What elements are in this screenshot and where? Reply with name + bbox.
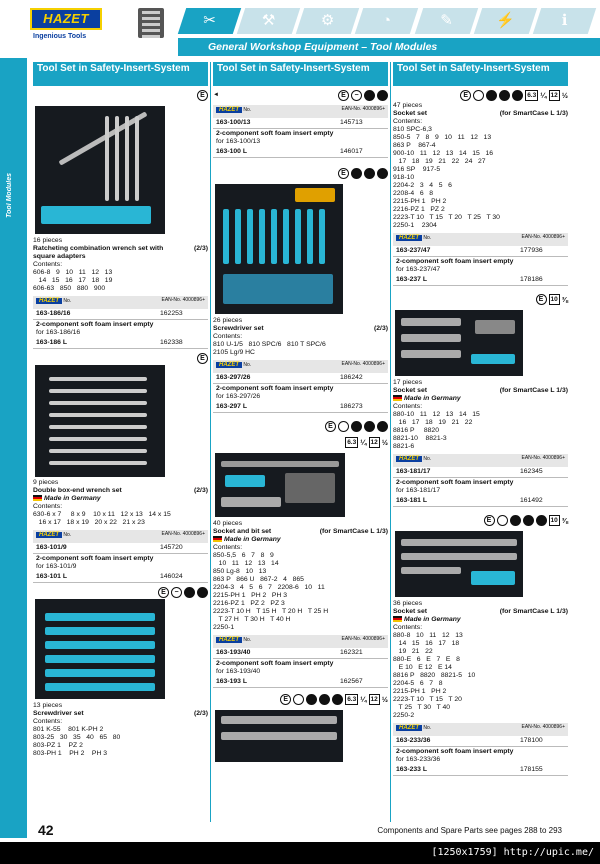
ean-no: 186242 — [340, 374, 363, 381]
hex-icon — [338, 421, 349, 432]
point-label: 12 — [370, 695, 378, 703]
drive-size-label: 6.3 — [347, 695, 357, 703]
phillips-icon — [184, 587, 195, 598]
content-line: 16 x 17 18 x 19 20 x 22 21 x 23 — [33, 519, 145, 526]
page-footer — [30, 822, 600, 838]
made-in-germany: Made in Germany — [44, 495, 101, 502]
made-in-germany: Made in Germany — [224, 536, 281, 543]
no-label: No. — [243, 362, 252, 368]
table-row — [33, 543, 208, 554]
no-label: No. — [63, 532, 72, 538]
drive-fraction: ½ — [381, 437, 388, 447]
tagline: Ingenious Tools — [33, 33, 87, 40]
made-in-germany: Made in Germany — [404, 616, 461, 623]
tab-tools-icon: ✂ — [178, 8, 242, 34]
contents-label: Contents: — [33, 261, 63, 268]
e-symbol-icon: E — [325, 421, 336, 432]
insert-desc: 2-component soft foam insert empty — [216, 660, 334, 667]
order-table — [33, 296, 208, 349]
drive-size-label: 10 — [550, 516, 558, 524]
page-number: 42 — [38, 822, 54, 838]
drive-fraction: ¼ — [540, 90, 547, 100]
set-name: Double box-end wrench set — [33, 487, 122, 494]
slotted-icon: − — [171, 587, 182, 598]
ean-label: EAN-No. 4000896+ — [341, 361, 385, 367]
socket-set-17-image — [395, 310, 523, 376]
column-divider — [210, 62, 211, 822]
content-line: T 27 H T 30 H T 40 H — [213, 616, 291, 623]
content-line: 880-E 6 E 7 E 8 — [393, 656, 460, 663]
table-row — [213, 147, 388, 158]
content-line: 2215-PH 1 PH 2 — [393, 198, 447, 205]
ean-no: 178100 — [520, 737, 543, 744]
content-line: 2204-2 3 4 5 6 — [393, 182, 452, 189]
e-symbol-icon: E — [338, 90, 349, 101]
contents-label: Contents: — [213, 544, 243, 551]
slotted-icon: − — [351, 90, 362, 101]
ean-no: 178155 — [520, 766, 543, 773]
ean-label: EAN-No. 4000896+ — [341, 636, 385, 642]
pozidriv-icon — [523, 515, 534, 526]
screwdriver-set-image — [35, 599, 165, 699]
table-row — [33, 309, 208, 320]
piece-count: 17 pieces — [393, 379, 423, 386]
tab-pliers-icon: ✎ — [414, 8, 478, 34]
drive-fraction: ¼ — [360, 694, 367, 704]
ref: (for SmartCase L 1/3) — [499, 110, 568, 117]
tab-car-icon: ⚙ — [296, 8, 360, 34]
content-line: 2223-T 10 H T 15 H T 20 H T 25 H — [213, 608, 329, 615]
article-no: 163-100/13 — [216, 119, 251, 126]
content-line: 850 Lg-8 10 13 — [213, 568, 267, 575]
content-line: 630-6 x 7 8 x 9 10 x 11 12 x 13 14 x 15 — [33, 511, 171, 518]
hazet-mini-logo: HAZET — [396, 456, 422, 462]
content-line: 8821-6 — [393, 443, 415, 450]
ref: (for SmartCase L 1/3) — [319, 528, 388, 535]
table-row — [213, 677, 388, 688]
hazet-logo: HAZET — [30, 8, 102, 30]
contents-label: Contents: — [213, 333, 243, 340]
content-line: T 25 T 30 T 40 — [393, 704, 451, 711]
insert-desc: 2-component soft foam insert empty — [396, 479, 514, 486]
ref: (for SmartCase L 1/3) — [499, 608, 568, 615]
insert-desc: 2-component soft foam insert empty — [216, 130, 334, 137]
side-bar — [0, 58, 27, 838]
ean-no: 178186 — [520, 276, 543, 283]
torx-icon — [512, 90, 523, 101]
point-label: 12 — [370, 438, 378, 446]
ean-no: 146017 — [340, 148, 363, 155]
pozidriv-icon — [364, 168, 375, 179]
piece-count: 36 pieces — [393, 600, 423, 607]
piece-count: 13 pieces — [33, 702, 63, 709]
column-1 — [33, 62, 208, 822]
content-line: 810 U-1/5 810 SPC/6 810 T SPC/6 — [213, 341, 326, 348]
german-flag-icon — [33, 495, 42, 501]
arrow-left-icon: ◄ — [213, 92, 219, 98]
table-row — [393, 467, 568, 478]
e-symbol-icon: E — [280, 694, 291, 705]
torx-icon — [377, 168, 388, 179]
content-line: 801 K-55 801 K-PH 2 — [33, 726, 104, 733]
ean-no: 162338 — [160, 339, 183, 346]
no-label: No. — [243, 637, 252, 643]
table-row — [33, 338, 208, 349]
content-line: 863 P 866 U 867-2 4 865 — [213, 576, 304, 583]
content-line: 803-PZ 1 PZ 2 — [33, 742, 83, 749]
article-no: 163-181 L — [396, 497, 427, 504]
point-label: 12 — [550, 91, 558, 99]
order-table — [213, 360, 388, 413]
article-no: 163-233 L — [396, 766, 427, 773]
article-no: 163-297 L — [216, 403, 247, 410]
german-flag-icon — [213, 536, 222, 542]
content-line: 2223-T 10 T 15 T 20 — [393, 696, 462, 703]
insert-for: for 163-193/40 — [216, 668, 261, 675]
content-line: E 10 E 12 E 14 — [393, 664, 452, 671]
ref: (2/3) — [194, 710, 208, 717]
content-line: 8821-10 8821-3 — [393, 435, 447, 442]
set-name: Screwdriver set — [213, 325, 264, 332]
torx-icon — [332, 694, 343, 705]
pozidriv-icon — [319, 694, 330, 705]
content-line: 2250-1 2304 — [393, 222, 437, 229]
contents-label: Contents: — [33, 503, 63, 510]
drive-fraction: ⅜ — [561, 294, 568, 304]
order-table — [393, 723, 568, 776]
phillips-icon — [351, 168, 362, 179]
pozidriv-icon — [499, 90, 510, 101]
content-line: 2216-PZ 1 PZ 2 PZ 3 — [213, 600, 285, 607]
content-line: 2105 Lg/9 HC — [213, 349, 255, 356]
ean-no: 177936 — [520, 247, 543, 254]
table-row — [393, 736, 568, 747]
table-row — [213, 648, 388, 659]
insert-desc: 2-component soft foam insert empty — [396, 748, 514, 755]
screwdriver-set-26-image — [215, 184, 343, 314]
content-line: 850-5,5 6 7 8 9 — [213, 552, 274, 559]
content-line: 2204-3 4 5 6 7 2208-6 10 11 — [213, 584, 325, 591]
article-no: 163-186/16 — [36, 310, 71, 317]
column-2 — [213, 62, 388, 822]
hex-icon — [293, 694, 304, 705]
section-title: General Workshop Equipment – Tool Modules — [178, 38, 600, 56]
drive-fraction: ½ — [561, 90, 568, 100]
drive-size-label: 10 — [550, 295, 558, 303]
content-line: 10 11 12 13 14 — [213, 560, 279, 567]
insert-for: for 163-101/9 — [36, 563, 77, 570]
content-line: 2208-4 6 8 — [393, 190, 434, 197]
table-row — [393, 765, 568, 776]
article-no: 163-193/40 — [216, 649, 251, 656]
set-name: Socket and bit set — [213, 528, 272, 535]
content-line: 8816 P 8820 8821-5 10 — [393, 672, 476, 679]
no-label: No. — [423, 456, 432, 462]
content-line: 803-PH 1 PH 2 PH 3 — [33, 750, 108, 757]
watermark: [1250x1759] http://upic.me/ — [0, 842, 600, 864]
no-label: No. — [243, 107, 252, 113]
contents-label: Contents: — [33, 718, 63, 725]
column-title: Tool Set in Safety-Insert-System — [33, 62, 208, 86]
e-symbol-icon: E — [158, 587, 169, 598]
order-table — [213, 105, 388, 158]
article-no: 163-193 L — [216, 678, 247, 685]
drive-fraction: ⅜ — [561, 515, 568, 525]
e-symbol-icon: E — [536, 294, 547, 305]
article-no: 163-233/36 — [396, 737, 431, 744]
content-line: 2250-2 — [393, 712, 415, 719]
column-title: Tool Set in Safety-Insert-System — [393, 62, 568, 86]
content-line: 850-5 7 8 9 10 11 12 13 — [393, 134, 492, 141]
table-row — [393, 275, 568, 286]
content-line: 2204-5 6 7 8 — [393, 680, 443, 687]
phillips-icon — [510, 515, 521, 526]
insert-desc: 2-component soft foam insert empty — [396, 258, 514, 265]
content-line: 863 P 867-4 — [393, 142, 436, 149]
contents-label: Contents: — [393, 403, 423, 410]
order-table — [33, 530, 208, 583]
content-line: 2250-1 — [213, 624, 235, 631]
set-name: Ratcheting combination wrench set with square adapters — [33, 245, 164, 260]
ean-no: 146024 — [160, 573, 183, 580]
phillips-icon — [486, 90, 497, 101]
tab-wrench-icon: ⚒ — [237, 8, 301, 34]
content-line: 810 SPC-6,3 — [393, 126, 432, 133]
phillips-icon — [306, 694, 317, 705]
contents-label: Contents: — [393, 118, 423, 125]
column-title: Tool Set in Safety-Insert-System — [213, 62, 388, 86]
content-line: 14 15 16 17 18 — [393, 640, 460, 647]
table-row — [213, 373, 388, 384]
article-no: 163-181/17 — [396, 468, 431, 475]
hazet-mini-logo: HAZET — [36, 298, 62, 304]
hazet-mini-logo: HAZET — [216, 107, 242, 113]
tool-cabinet-icon — [138, 8, 164, 38]
e-symbol-icon: E — [484, 515, 495, 526]
insert-for: for 163-233/36 — [396, 756, 441, 763]
article-no: 163-186 L — [36, 339, 67, 346]
piece-count: 47 pieces — [393, 102, 423, 109]
article-no: 163-237/47 — [396, 247, 431, 254]
content-line: 17 18 19 21 22 24 27 — [393, 158, 486, 165]
torx-icon — [377, 421, 388, 432]
article-no: 163-101/9 — [36, 544, 67, 551]
content-line: 2223-T 10 T 15 T 20 T 25 T 30 — [393, 214, 500, 221]
socket-set-36-image — [395, 531, 523, 597]
e-symbol-icon: E — [197, 353, 208, 364]
german-flag-icon — [393, 395, 402, 401]
ean-label: EAN-No. 4000896+ — [161, 531, 205, 537]
hex-icon — [497, 515, 508, 526]
page-header — [0, 0, 600, 58]
e-symbol-icon: E — [338, 168, 349, 179]
insert-for: for 163-237/47 — [396, 266, 441, 273]
insert-desc: 2-component soft foam insert empty — [36, 321, 154, 328]
piece-count: 9 pieces — [33, 479, 59, 486]
order-table — [393, 454, 568, 507]
hazet-mini-logo: HAZET — [396, 725, 422, 731]
column-3 — [393, 62, 568, 822]
box-wrench-set-image — [35, 365, 165, 477]
content-line: 803-25 30 35 40 65 80 — [33, 734, 121, 741]
no-label: No. — [63, 298, 72, 304]
table-row — [213, 118, 388, 129]
article-no: 163-101 L — [36, 573, 67, 580]
no-label: No. — [423, 235, 432, 241]
insert-desc: 2-component soft foam insert empty — [36, 555, 154, 562]
category-tabs — [182, 8, 592, 36]
drive-fraction: ¼ — [360, 437, 367, 447]
piece-count: 26 pieces — [213, 317, 243, 324]
piece-count: 40 pieces — [213, 520, 243, 527]
set-name: Screwdriver set — [33, 710, 84, 717]
no-label: No. — [423, 725, 432, 731]
ean-no: 162321 — [340, 649, 363, 656]
order-table — [393, 233, 568, 286]
phillips-icon — [351, 421, 362, 432]
ref: (2/3) — [374, 325, 388, 332]
insert-desc: 2-component soft foam insert empty — [216, 385, 334, 392]
pozidriv-icon — [364, 421, 375, 432]
ean-no: 162567 — [340, 678, 363, 685]
content-line: 2215-PH 1 PH 2 PH 3 — [213, 592, 288, 599]
tab-info-icon: ℹ — [533, 8, 597, 34]
hex-icon — [473, 90, 484, 101]
ref: (2/3) — [194, 487, 208, 494]
set-name: Socket set — [393, 387, 428, 394]
insert-for: for 163-297/26 — [216, 393, 261, 400]
ean-no: 162345 — [520, 468, 543, 475]
content-line: 14 15 16 17 18 19 — [33, 277, 113, 284]
content-line: 2216-PZ 1 PZ 2 — [393, 206, 445, 213]
ean-no: 162253 — [160, 310, 183, 317]
ean-label: EAN-No. 4000896+ — [161, 297, 205, 303]
insert-for: for 163-186/16 — [36, 329, 81, 336]
content-line: 606-63 850 880 900 — [33, 285, 106, 292]
e-symbol-icon: E — [460, 90, 471, 101]
content-line: 900-10 11 12 13 14 15 16 — [393, 150, 494, 157]
piece-count: 16 pieces — [33, 237, 63, 244]
drive-size-label: 6.3 — [527, 91, 537, 99]
ean-no: 145713 — [340, 119, 363, 126]
insert-for: for 163-181/17 — [396, 487, 441, 494]
contents-label: Contents: — [393, 624, 423, 631]
e-symbol-icon: E — [197, 90, 208, 101]
table-row — [393, 496, 568, 507]
torx-icon — [536, 515, 547, 526]
set-name: Socket set — [393, 608, 428, 615]
german-flag-icon — [393, 616, 402, 622]
article-no: 163-237 L — [396, 276, 427, 283]
content-line: 918-10 — [393, 174, 415, 181]
content-line: 880-10 11 12 13 14 15 — [393, 411, 480, 418]
content-line: 8816 P 8820 — [393, 427, 439, 434]
ean-label: EAN-No. 4000896+ — [341, 106, 385, 112]
wrench-set-image — [35, 106, 165, 234]
made-in-germany: Made in Germany — [404, 395, 461, 402]
ref: (2/3) — [194, 245, 208, 252]
content-line: 19 21 22 — [393, 648, 433, 655]
content-line: 16 17 18 19 21 22 — [393, 419, 473, 426]
article-no: 163-100 L — [216, 148, 247, 155]
side-label: Tool Modules — [6, 173, 13, 218]
column-divider — [390, 62, 391, 822]
ean-no: 145720 — [160, 544, 183, 551]
article-no: 163-297/26 — [216, 374, 251, 381]
table-row — [393, 246, 568, 257]
hazet-mini-logo: HAZET — [216, 362, 242, 368]
socket-set-bottom-image — [215, 710, 343, 762]
ref: (for SmartCase L 1/3) — [499, 387, 568, 394]
content-line: 880-8 10 11 12 13 — [393, 632, 463, 639]
phillips-icon — [364, 90, 375, 101]
ean-label: EAN-No. 4000896+ — [521, 724, 565, 730]
drive-size-label: 6.3 — [347, 438, 357, 446]
content-line: 606-8 9 10 11 12 13 — [33, 269, 113, 276]
table-row — [213, 402, 388, 413]
ean-label: EAN-No. 4000896+ — [521, 455, 565, 461]
hazet-mini-logo: HAZET — [396, 235, 422, 241]
set-name: Socket set — [393, 110, 428, 117]
ean-label: EAN-No. 4000896+ — [521, 234, 565, 240]
ean-no: 186273 — [340, 403, 363, 410]
table-row — [33, 572, 208, 583]
order-table — [213, 635, 388, 688]
tab-grease-icon: ⚡ — [473, 8, 537, 34]
spare-parts-note: Components and Spare Parts see pages 288 to 293 — [377, 826, 562, 835]
hazet-mini-logo: HAZET — [36, 532, 62, 538]
content-line: 916 SP 917-5 — [393, 166, 441, 173]
content-line: 2215-PH 1 PH 2 — [393, 688, 447, 695]
hazet-mini-logo: HAZET — [216, 637, 242, 643]
pozidriv-icon — [377, 90, 388, 101]
socket-bit-set-image — [215, 453, 345, 517]
pozidriv-icon — [197, 587, 208, 598]
drive-fraction: ½ — [381, 694, 388, 704]
tab-gauge-icon: ◔ — [355, 8, 419, 34]
ean-no: 161492 — [520, 497, 543, 504]
insert-for: for 163-100/13 — [216, 138, 261, 145]
